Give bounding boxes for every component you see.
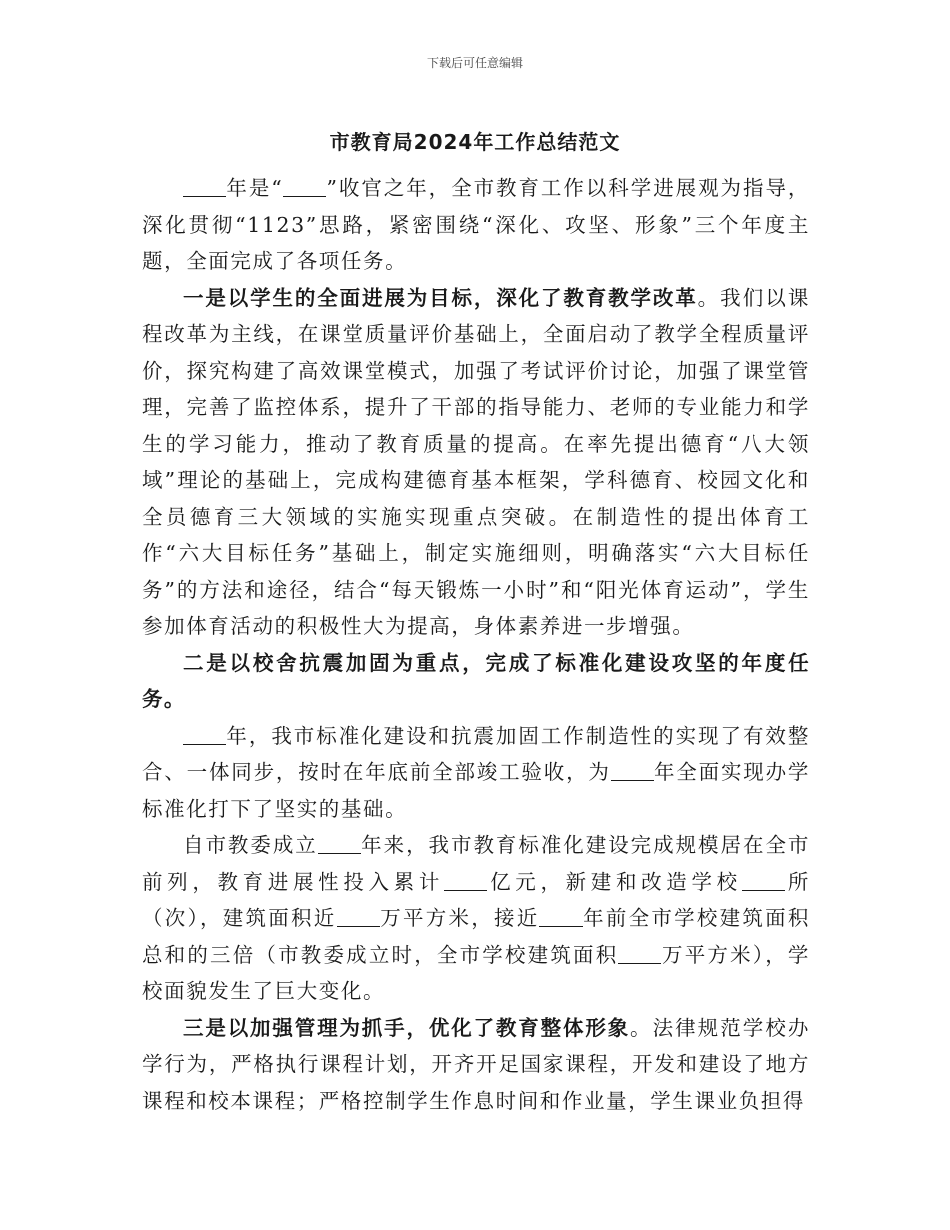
blank-field — [337, 906, 380, 928]
document-body — [142, 170, 810, 1119]
section-heading-3: 三是以加强管理为抓手，优化了教育整体形象 — [183, 1015, 631, 1040]
paragraph-section-2-stats: 自市教委成立 年来，我市教育标准化建设完成规模居在全市前列，教育进展性投入累计 亿元，新建和改造学校 所（次），建筑面积近 万平方米，接近 年前全市学校建筑面积总和的三倍（市教委成立时，全市学校建筑面积 万平方米），学校面貌发生了巨大变化。 — [142, 833, 811, 1003]
paragraph-intro: 年是“ ”收官之年，全市教育工作以科学进展观为指导，深化贯彻“1123”思路，紧密围绕“深化、攻坚、形象”三个年度主题，全面完成了各项任务。 — [142, 176, 810, 273]
paragraph-section-3: 三是以加强管理为抓手，优化了教育整体形象。法律规范学校办学行为，严格执行课程计划，开齐开足国家课程，开发和建设了地方课程和校本课程；严格控制学生作息时间和作业量，学生课业负担得 — [142, 1015, 810, 1113]
section-heading-1: 一是以学生的全面进展为目标，深化了教育教学改革 — [183, 285, 698, 310]
blank-field — [183, 723, 226, 745]
blank-field — [539, 906, 582, 928]
paragraph-section-1: 一是以学生的全面进展为目标，深化了教育教学改革。我们以课程改革为主线，在课堂质量评价基础上，全面启动了教学全程质量评价，探究构建了高效课堂模式，加强了考试评价讨论，加强了课堂管理，完善了监控体系，提升了干部的指导能力、老师的专业能力和学生的学习能力，推动了教育质量的提高。在率先提出德育“八大领域”理论的基础上，完成构建德育基本框架，学科德育、校园文化和全员德育三大领域的实施实现重点突破。在制造性的提出体育工作“六大目标任务”基础上，制定实施细则，明确落实“六大目标任务”的方法和途径，结合“每天锻炼一小时”和“阳光体育运动”，学生参加体育活动的积极性大为提高，身体素养进一步增强。 — [142, 285, 811, 638]
blank-field — [318, 833, 361, 855]
blank-field — [283, 176, 326, 198]
blank-field — [742, 869, 785, 891]
header-note: 下载后可任意编辑 — [426, 56, 523, 70]
blank-field — [183, 176, 226, 198]
document-title: 市教育局2024年工作总结范文 — [329, 130, 621, 154]
paragraph-section-2-body: 年，我市标准化建设和抗震加固工作制造性的实现了有效整合、一体同步，按时在年底前全部竣工验收，为 年全面实现办学标准化打下了坚实的基础。 — [142, 723, 811, 821]
section-heading-2: 二是以校舍抗震加固为重点，完成了标准化建设攻坚的年度任务。 — [142, 650, 810, 711]
blank-field — [611, 760, 654, 782]
paragraph-section-2-heading — [142, 645, 810, 718]
blank-field — [618, 942, 661, 964]
blank-field — [444, 869, 487, 891]
